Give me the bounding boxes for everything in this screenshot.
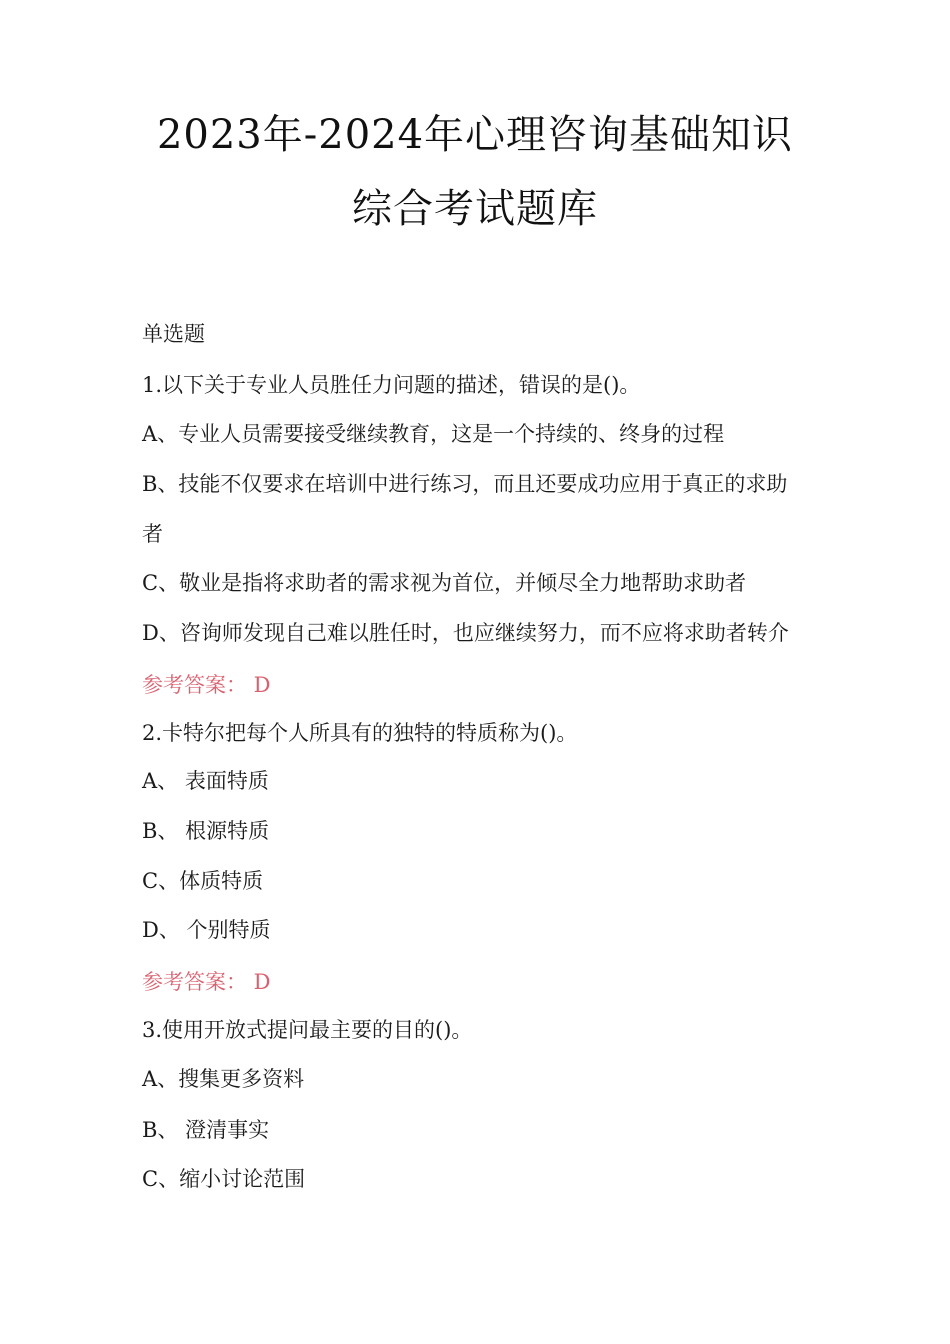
question-2-answer: 参考答案： D [142,970,271,994]
question-3-stem: 3.使用开放式提问最主要的目的()。 [142,1018,473,1042]
question-1-stem: 1.以下关于专业人员胜任力问题的描述，错误的是()。 [142,373,641,397]
question-2-option-a: A、 表面特质 [142,769,269,793]
question-3-option-a: A、搜集更多资料 [142,1067,305,1091]
question-1-option-d: D、咨询师发现自己难以胜任时，也应继续努力，而不应将求助者转介 [142,621,789,645]
question-3-option-c: C、缩小讨论范围 [142,1167,306,1191]
question-1-option-a: A、专业人员需要接受继续教育，这是一个持续的、终身的过程 [142,422,725,446]
question-1-option-b: B、技能不仅要求在培训中进行练习，而且还要成功应用于真正的求助 [142,472,788,496]
document-title-line-2: 综合考试题库 [352,186,598,232]
question-1-answer: 参考答案： D [142,673,271,697]
section-heading: 单选题 [142,322,205,346]
question-1-option-c: C、敬业是指将求助者的需求视为首位，并倾尽全力地帮助求助者 [142,571,747,595]
question-1-option-b-continued: 者 [142,522,163,546]
question-2-option-b: B、 根源特质 [142,819,270,843]
question-2-option-c: C、体质特质 [142,869,264,893]
question-2-option-d: D、 个别特质 [142,918,271,942]
question-2-stem: 2.卡特尔把每个人所具有的独特的特质称为()。 [142,721,578,745]
question-3-option-b: B、 澄清事实 [142,1118,270,1142]
document-title-line-1: 2023年-2024年心理咨询基础知识 [156,112,794,158]
